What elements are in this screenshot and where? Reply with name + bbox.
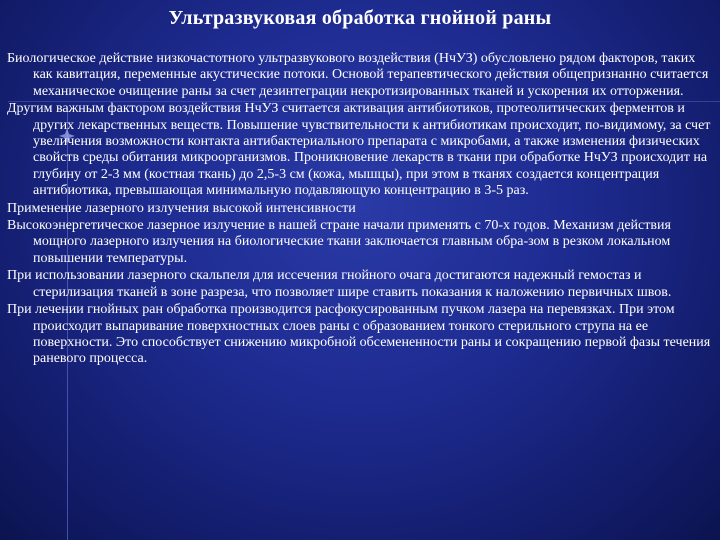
slide-body (7, 51, 715, 369)
paragraph-antibiotic-activation: Другим важным фактором воздействия НчУЗ считается активация антибиотиков, протеолитических ферментов и других лекарственных веществ. Повышение чувствительности к антибиотикам происходит, по-видимому, за счет увеличения возможности контакта антибактериального препарата с микробами, а также изменения физических свойств среды обитания микроорганизмов. Проникновение лекарств в ткани при обработке НчУЗ происходит на глубину от 2-3 мм (костная ткань) до 2,5-3 см (кожа, мышцы), при этом в тканях создается концентрация антибиотика, превышающая минимальную подавляющую концентрацию в 3-5 раз. (7, 101, 711, 199)
paragraph-laser-wound-treatment: При лечении гнойных ран обработка производится расфокусированным пучком лазера на перевязках. При этом происходит выпаривание поверхностных слоев раны с образованием тонкого стерильного струпа на ее поверхности. Это способствует снижению микробной обсемененности раны и сокращению первой фазы течения раневого процесса. (7, 302, 711, 367)
paragraph-laser-heading: Применение лазерного излучения высокой интенсивности (7, 200, 356, 216)
paragraph-laser-scalpel: При использовании лазерного скальпеля для иссечения гнойного очага достигаются надежный гемостаз и стерилизация тканей в зоне разреза, что позволяет шире ставить показания к наложению первичных швов. (7, 268, 672, 300)
slide-title: Ультразвуковая обработка гнойной раны (168, 7, 552, 29)
paragraph-ultrasound-mechanism: Биологическое действие низкочастотного ультразвукового воздействия (НчУЗ) обусловлено рядом факторов, таких как кавитация, переменные акустические потоки. Основой терапевтического действия общепризнанно считается механическое очищение раны за счет дезинтеграции некротизированных тканей и ускорения их отторжения. (7, 51, 709, 99)
paragraph-laser-history: Высокоэнергетическое лазерное излучение в нашей стране начали применять с 70-х годов. Механизм действия мощного лазерного излучения на биологические ткани заключается главным обра-зом в резком локальном повышении температуры. (7, 218, 671, 266)
